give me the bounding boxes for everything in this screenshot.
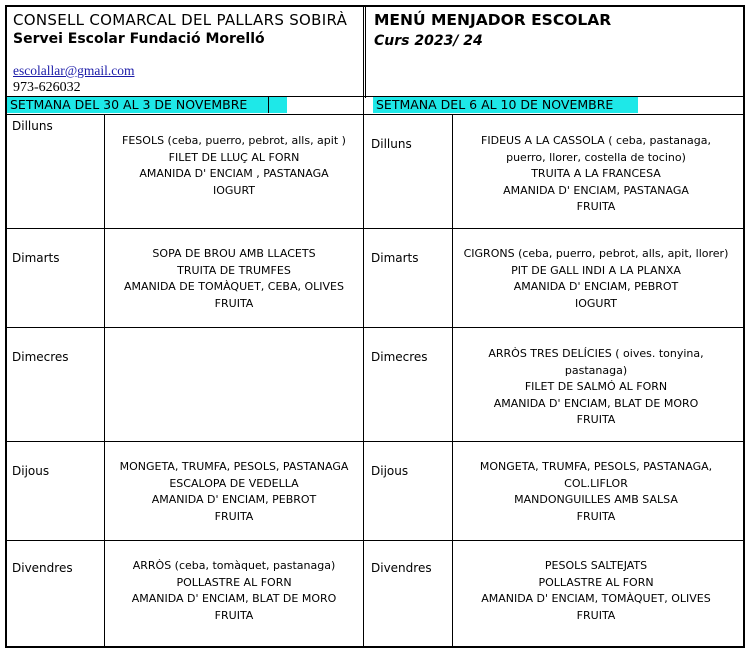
menu-item: MONGETA, TRUMFA, PESOLS, PASTANAGA — [119, 460, 349, 473]
week-2-label: SETMANA DEL 6 AL 10 DE NOVEMBRE — [373, 97, 638, 113]
week-1-menu-thursday — [106, 459, 362, 525]
week-1-day-monday: Dilluns — [12, 119, 53, 133]
menu-item: AMANIDA D' ENCIAM, BLAT DE MORO — [131, 592, 337, 605]
menu-title: MENÚ MENJADOR ESCOLAR — [374, 11, 612, 29]
org-name: CONSELL COMARCAL DEL PALLARS SOBIRÀ — [13, 11, 348, 29]
week-1-day-thursday: Dijous — [12, 464, 50, 478]
header-left — [7, 7, 365, 98]
week-1-menu-monday — [106, 133, 362, 199]
menu-item: TRUITA DE TRUMFES — [177, 263, 291, 277]
week-2-menu-thursday — [455, 459, 737, 525]
text-cursor — [268, 97, 269, 113]
menu-item: ARRÒS (ceba, tomàquet, pastanaga) — [132, 559, 336, 572]
week-2-menu-friday — [455, 558, 737, 624]
menu-item: AMANIDA DE TOMÀQUET, CEBA, OLIVES — [124, 280, 344, 293]
menu-item: FRUITA — [214, 296, 254, 310]
week-2-day-friday: Divendres — [371, 561, 432, 575]
week-1-menu-friday — [106, 558, 362, 624]
menu-item: PESOLS SALTEJATS — [544, 559, 648, 572]
week-2-day-thursday: Dijous — [371, 464, 409, 478]
menu-item: POLLASTRE AL FORN — [176, 575, 292, 589]
menu-item: AMANIDA D' ENCIAM, PEBROT — [151, 493, 317, 506]
menu-item: IOGURT — [574, 296, 618, 310]
week-2-day-tuesday: Dimarts — [371, 251, 419, 265]
week-1-day-friday: Divendres — [12, 561, 73, 575]
week-2-menu-tuesday — [455, 246, 737, 312]
week-2-menu-monday — [455, 133, 737, 216]
week-1-day-tuesday: Dimarts — [12, 251, 60, 265]
menu-item: FILET DE SALMÓ AL FORN — [524, 380, 668, 393]
menu-item: FRUITA — [576, 413, 616, 426]
week-2-menu-wednesday — [455, 346, 737, 429]
menu-item: AMANIDA D' ENCIAM, PEBROT — [513, 280, 679, 293]
menu-item: AMANIDA D' ENCIAM, BLAT DE MORO — [493, 396, 699, 410]
menu-item: FRUITA — [214, 608, 254, 622]
menu-item: FRUITA — [576, 608, 616, 622]
menu-item: MONGETA, TRUMFA, PESOLS, PASTANAGA, COL.LIFLOR — [479, 460, 713, 490]
menu-item: POLLASTRE AL FORN — [538, 575, 654, 589]
menu-item: AMANIDA D' ENCIAM, TOMÀQUET, OLIVES — [481, 592, 711, 605]
week-1-label: SETMANA DEL 30 AL 3 DE NOVEMBRE — [7, 97, 287, 113]
week-1-menu-tuesday — [106, 246, 362, 312]
menu-item: ARRÒS TRES DELÍCIES ( oives. tonyina, pastanaga) — [488, 347, 704, 377]
menu-item: TRUITA A LA FRANCESA — [531, 167, 661, 180]
week-2-day-wednesday: Dimecres — [371, 350, 428, 364]
header-right — [365, 7, 743, 98]
week-2-day-monday: Dilluns — [371, 137, 412, 151]
menu-item: FRUITA — [214, 509, 254, 523]
menu-item: IOGURT — [212, 183, 256, 197]
menu-item: AMANIDA D' ENCIAM , PASTANAGA — [139, 167, 329, 180]
menu-item: FESOLS (ceba, puerro, pebrot, alls, apit ) — [122, 134, 346, 147]
menu-item: AMANIDA D' ENCIAM, PASTANAGA — [503, 183, 689, 197]
menu-item: ESCALOPA DE VEDELLA — [169, 476, 299, 490]
phone-number: 973-626032 — [13, 80, 81, 95]
menu-item: FRUITA — [576, 509, 616, 523]
email-link[interactable]: escolallar@gmail.com — [13, 63, 135, 78]
menu-item: CIGRONS (ceba, puerro, pebrot, alls, apit, llorer) — [463, 247, 729, 260]
menu-item: FIDEUS A LA CASSOLA ( ceba, pastanaga, puerro, llorer, costella de tocino) — [481, 134, 711, 164]
week-1-day-wednesday: Dimecres — [12, 350, 69, 364]
service-name: Servei Escolar Fundació Morelló — [13, 31, 265, 47]
course-label: Curs 2023/ 24 — [374, 33, 483, 49]
menu-item: PIT DE GALL INDI A LA PLANXA — [511, 263, 681, 277]
menu-item: SOPA DE BROU AMB LLACETS — [152, 247, 316, 260]
menu-item: MANDONGUILLES AMB SALSA — [514, 493, 678, 506]
menu-item: FRUITA — [576, 200, 616, 213]
menu-item: FILET DE LLUÇ AL FORN — [168, 150, 300, 164]
